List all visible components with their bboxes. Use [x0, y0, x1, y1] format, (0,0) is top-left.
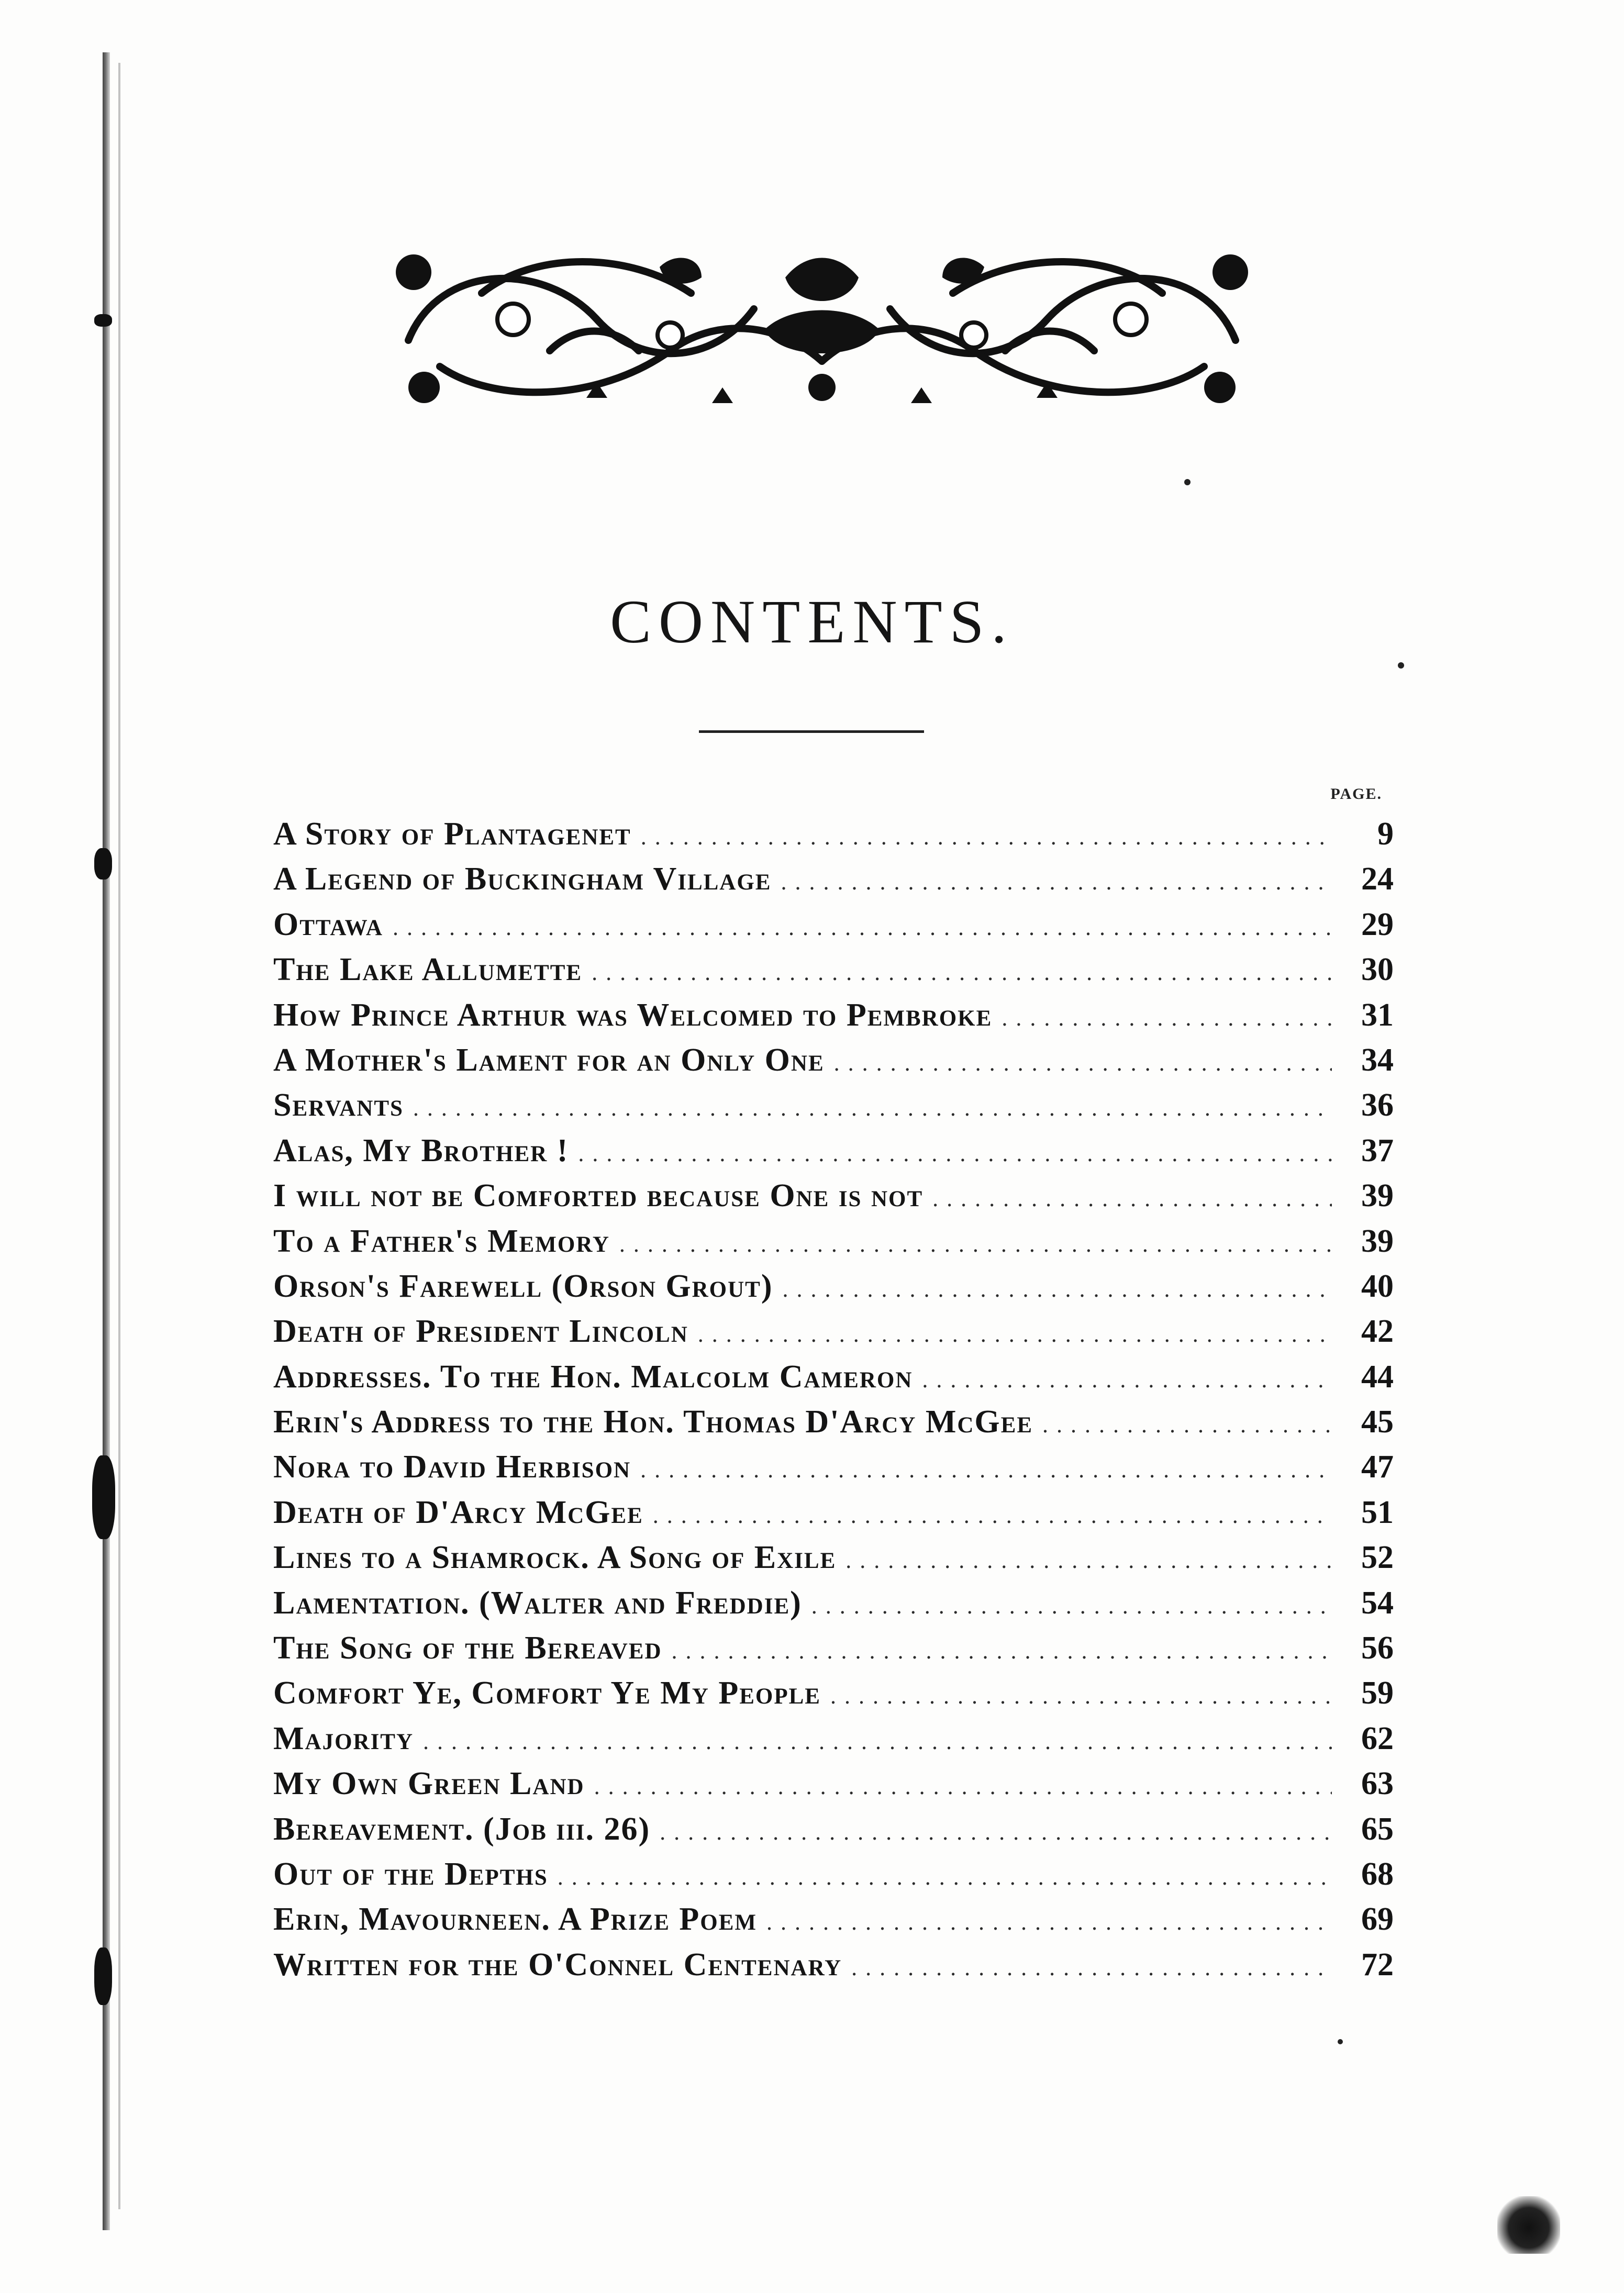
toc-entry — [273, 811, 1394, 856]
dot-leader — [672, 1629, 1332, 1674]
binding-edge — [103, 52, 110, 2230]
dot-leader — [698, 1312, 1332, 1357]
toc-entry-page: 69 — [1361, 1901, 1394, 1938]
dot-leader — [578, 1131, 1332, 1176]
toc-entry — [273, 1490, 1394, 1535]
toc-entry-page: 62 — [1361, 1720, 1394, 1756]
dot-leader — [766, 1900, 1332, 1945]
dot-leader — [619, 1222, 1332, 1267]
toc-entry-page: 34 — [1361, 1042, 1394, 1078]
toc-entry-page: 29 — [1361, 906, 1394, 942]
toc-entry — [273, 993, 1394, 1038]
toc-entry — [273, 1038, 1394, 1083]
dot-leader — [932, 1176, 1332, 1221]
corner-blot — [1497, 2196, 1560, 2254]
toc-entry-page: 42 — [1361, 1314, 1394, 1350]
toc-entry — [273, 1219, 1394, 1264]
speck — [1184, 479, 1191, 485]
dot-leader — [393, 905, 1332, 950]
toc-entry-title: Addresses. To the Hon. Malcolm Cameron — [273, 1359, 913, 1395]
toc-entry-page: 37 — [1361, 1132, 1394, 1168]
toc-entry-title: How Prince Arthur was Welcomed to Pembroke — [273, 997, 993, 1033]
toc-entry — [273, 1807, 1394, 1852]
toc-entry-page: 51 — [1361, 1494, 1394, 1530]
decorative-ornament — [377, 230, 1267, 419]
dot-leader — [594, 1764, 1332, 1809]
toc-entry-title: The Song of the Bereaved — [273, 1630, 662, 1666]
toc-entry-page: 52 — [1361, 1540, 1394, 1576]
dot-leader — [846, 1538, 1332, 1583]
toc-entry-page: 31 — [1361, 997, 1394, 1033]
heading-rule — [699, 730, 924, 733]
dot-leader — [830, 1674, 1332, 1719]
dot-leader — [558, 1855, 1332, 1900]
toc-entry-title: Lines to a Shamrock. A Song of Exile — [273, 1540, 837, 1576]
toc-entry-page: 63 — [1361, 1766, 1394, 1802]
toc-entry-page: 54 — [1361, 1585, 1394, 1621]
toc-entry — [273, 947, 1394, 992]
toc-entry-page: 47 — [1361, 1449, 1394, 1485]
toc-entry-title: My Own Green Land — [273, 1766, 585, 1802]
toc-entry — [273, 1173, 1394, 1218]
dot-leader — [641, 815, 1332, 860]
toc-entry-title: Comfort Ye, Comfort Ye My People — [273, 1675, 821, 1711]
toc-entry-title: Death of President Lincoln — [273, 1314, 688, 1350]
dot-leader — [640, 1448, 1332, 1493]
toc-entry-page: 65 — [1361, 1811, 1394, 1847]
toc-entry — [273, 1444, 1394, 1489]
toc-entry-page: 44 — [1361, 1359, 1394, 1395]
toc-entry-page: 9 — [1377, 816, 1394, 852]
dot-leader — [922, 1357, 1332, 1402]
scan-blot — [94, 848, 112, 880]
toc-entry-title: Nora to David Herbison — [273, 1449, 631, 1485]
toc-entry-title: To a Father's Memory — [273, 1223, 610, 1259]
toc-entry — [273, 1083, 1394, 1128]
toc-entry — [273, 1761, 1394, 1806]
toc-entry-title: Death of D'Arcy McGee — [273, 1494, 643, 1530]
toc-entry-page: 40 — [1361, 1268, 1394, 1304]
toc-entry-title: Bereavement. (Job iii. 26) — [273, 1811, 651, 1847]
dot-leader — [782, 1267, 1332, 1312]
scan-blot — [94, 314, 112, 327]
toc-entry — [273, 1354, 1394, 1399]
dot-leader — [423, 1719, 1332, 1764]
dot-leader — [1002, 996, 1332, 1041]
toc-entry-page: 39 — [1361, 1178, 1394, 1214]
toc-entry — [273, 1852, 1394, 1897]
toc-entry-title: Erin's Address to the Hon. Thomas D'Arcy McGee — [273, 1404, 1033, 1440]
toc-entry-title: Erin, Mavourneen. A Prize Poem — [273, 1901, 757, 1938]
page-column-label: PAGE. — [1330, 785, 1382, 803]
toc-entry-page: 30 — [1361, 952, 1394, 988]
toc-entry — [273, 902, 1394, 947]
toc-entry — [273, 1897, 1394, 1942]
toc-entry — [273, 1399, 1394, 1444]
toc-entry-title: The Lake Allumette — [273, 952, 583, 988]
toc-entry — [273, 1128, 1394, 1173]
toc-entry-title: Out of the Depths — [273, 1856, 548, 1892]
toc-entry-page: 24 — [1361, 861, 1394, 897]
dot-leader — [660, 1810, 1332, 1855]
dot-leader — [1042, 1402, 1332, 1448]
toc-entry — [273, 1671, 1394, 1716]
speck — [1398, 662, 1404, 669]
dot-leader — [781, 860, 1332, 905]
toc-entry-title: Alas, My Brother ! — [273, 1132, 569, 1168]
toc-entry-page: 72 — [1361, 1946, 1394, 1983]
toc-entry — [273, 1626, 1394, 1671]
toc-entry — [273, 1264, 1394, 1309]
contents-heading: CONTENTS. — [610, 587, 1014, 656]
toc-entry-page: 39 — [1361, 1223, 1394, 1259]
toc-entry — [273, 1942, 1394, 1987]
toc-entry-title: Servants — [273, 1087, 404, 1123]
dot-leader — [413, 1086, 1332, 1131]
toc-entry-title: Orson's Farewell (Orson Grout) — [273, 1268, 773, 1304]
toc-entry-title: A Mother's Lament for an Only One — [273, 1042, 825, 1078]
toc-entry-title: A Story of Plantagenet — [273, 816, 631, 852]
toc-entry-title: Written for the O'Connel Centenary — [273, 1946, 842, 1983]
toc-entry-page: 36 — [1361, 1087, 1394, 1123]
toc-entry-title: Lamentation. (Walter and Freddie) — [273, 1585, 802, 1621]
table-of-contents — [273, 811, 1394, 1987]
toc-entry-title: Majority — [273, 1720, 414, 1756]
toc-entry-page: 59 — [1361, 1675, 1394, 1711]
dot-leader — [834, 1041, 1332, 1086]
toc-entry — [273, 1535, 1394, 1580]
toc-entry-title: A Legend of Buckingham Village — [273, 861, 772, 897]
dot-leader — [811, 1584, 1332, 1629]
dot-leader — [851, 1945, 1332, 1990]
scan-blot — [92, 1455, 115, 1539]
dot-leader — [592, 950, 1332, 995]
toc-entry — [273, 856, 1394, 901]
binding-shadow — [118, 63, 120, 2209]
toc-entry — [273, 1580, 1394, 1626]
toc-entry-title: Ottawa — [273, 906, 383, 942]
toc-entry — [273, 1716, 1394, 1761]
dot-leader — [653, 1493, 1332, 1538]
speck — [1338, 2039, 1343, 2044]
toc-entry — [273, 1309, 1394, 1354]
toc-entry-page: 56 — [1361, 1630, 1394, 1666]
toc-entry-page: 45 — [1361, 1404, 1394, 1440]
scan-blot — [94, 1947, 112, 2005]
toc-entry-page: 68 — [1361, 1856, 1394, 1892]
toc-entry-title: I will not be Comforted because One is not — [273, 1178, 924, 1214]
